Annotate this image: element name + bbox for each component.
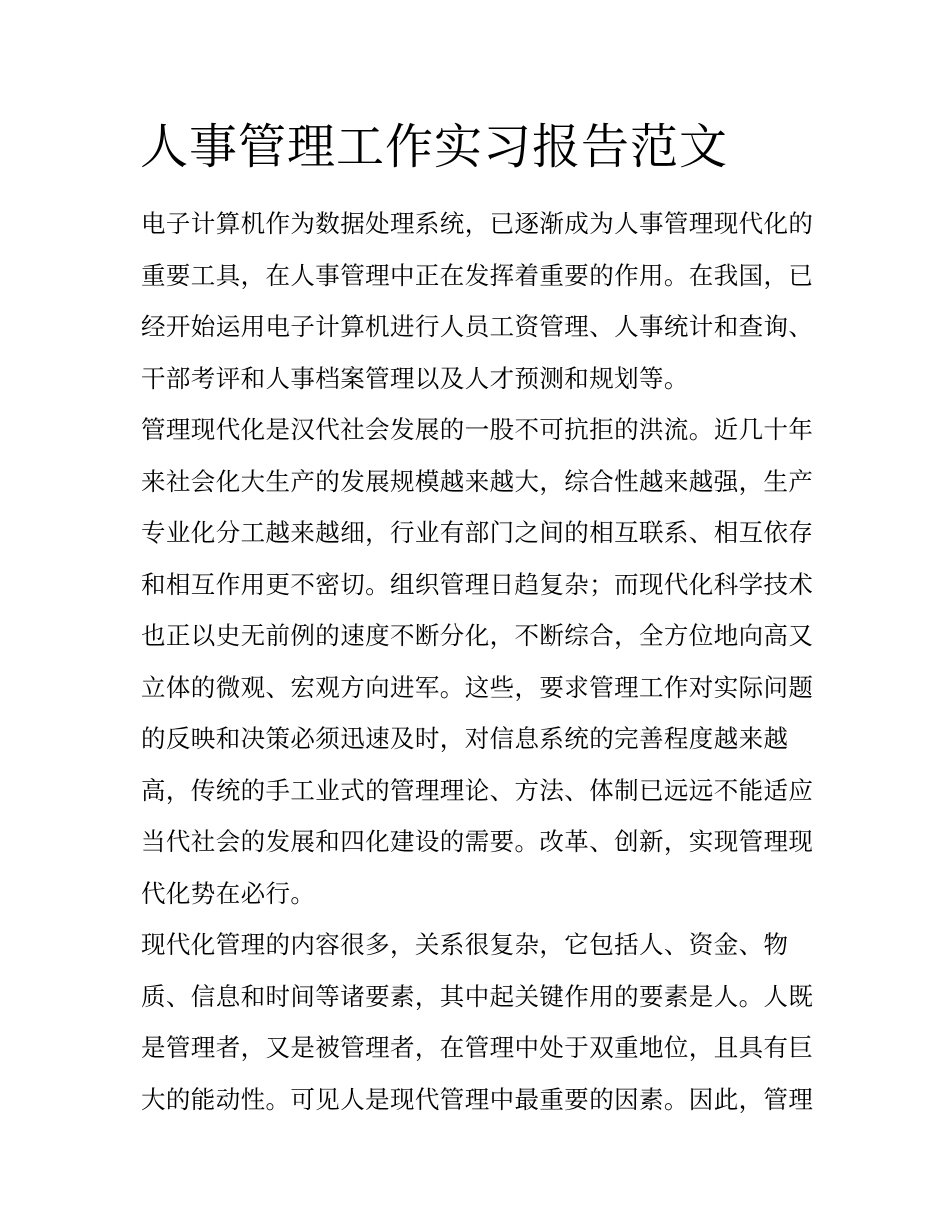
text-line: 当代社会的发展和四化建设的需要。改革、创新，实现管理现 <box>141 827 814 856</box>
text-line: 重要工具，在人事管理中正在发挥着重要的作用。在我国，已 <box>141 260 814 290</box>
text-line: 代化势在必行。 <box>141 878 316 908</box>
document-title: 人事管理工作实习报告范文 <box>140 119 729 175</box>
text-line: 也正以史无前例的速度不断分化，不断综合，全方位地向高又 <box>141 621 814 650</box>
text-line: 高，传统的手工业式的管理理论、方法、体制已远远不能适应 <box>141 775 814 805</box>
text-line: 现代化管理的内容很多，关系很复杂，它包括人、资金、物 <box>141 930 789 959</box>
text-line: 来社会化大生产的发展规模越来越大，综合性越来越强，生产 <box>141 466 814 496</box>
text-line: 大的能动性。可见人是现代管理中最重要的因素。因此，管理 <box>141 1084 814 1114</box>
text-line: 电子计算机作为数据处理系统，已逐渐成为人事管理现代化的 <box>141 209 814 238</box>
text-line: 和相互作用更不密切。组织管理日趋复杂；而现代化科学技术 <box>141 569 814 599</box>
text-line: 的反映和决策必须迅速及时，对信息系统的完善程度越来越 <box>141 724 789 753</box>
text-line: 干部考评和人事档案管理以及人才预测和规划等。 <box>141 363 689 393</box>
text-line: 质、信息和时间等诸要素，其中起关键作用的要素是人。人既 <box>141 981 814 1011</box>
text-line: 是管理者，又是被管理者，在管理中处于双重地位，且具有巨 <box>141 1033 814 1062</box>
text-line: 专业化分工越来越细，行业有部门之间的相互联系、相互依存 <box>141 518 814 547</box>
document-body <box>141 198 821 1125</box>
text-line: 立体的微观、宏观方向进军。这些，要求管理工作对实际问题 <box>141 672 814 702</box>
text-line: 经开始运用电子计算机进行人员工资管理、人事统计和查询、 <box>141 312 814 341</box>
text-line: 管理现代化是汉代社会发展的一股不可抗拒的洪流。近几十年 <box>141 415 814 444</box>
